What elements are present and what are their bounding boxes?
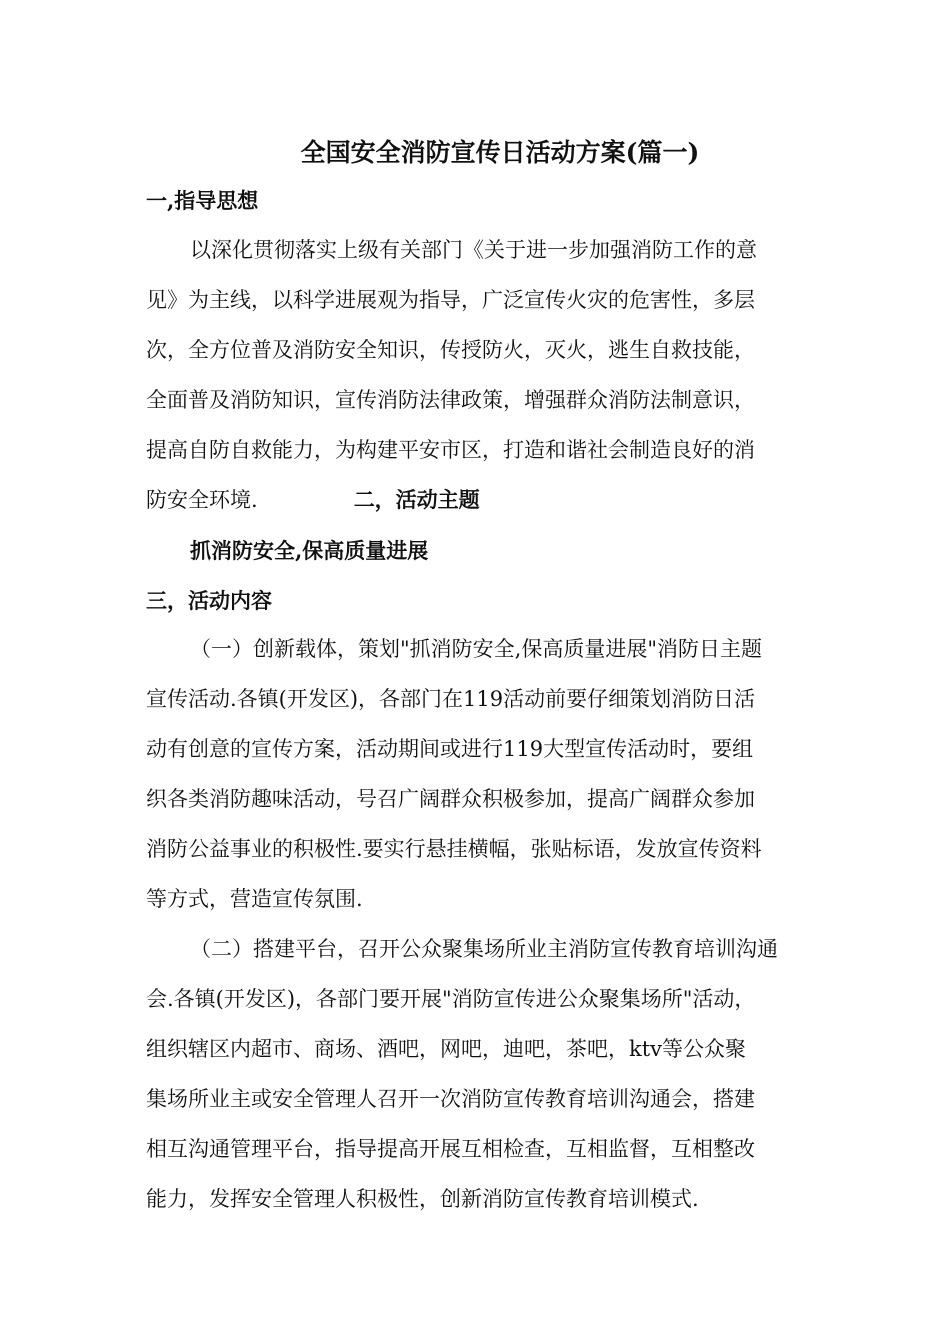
paragraph-line: 相互沟通管理平台，指导提高开展互相检查，互相监督，互相整改 [146, 1137, 755, 1161]
paragraph-line: （一）创新载体，策划"抓消防安全,保高质量进展"消防日主题 [190, 637, 762, 661]
paragraph-line: 集场所业主或安全管理人召开一次消防宣传教育培训沟通会，搭建 [146, 1087, 755, 1111]
paragraph-line: 见》为主线，以科学进展观为指导，广泛宣传火灾的危害性，多层 [146, 288, 755, 312]
section3-paragraph-1 [146, 624, 806, 924]
paragraph-line: 全面普及消防知识，宣传消防法律政策，增强群众消防法制意识， [146, 388, 755, 412]
section-heading-activity-content: 三，活动内容 [146, 588, 272, 613]
paragraph-line: 组织辖区内超市、商场、酒吧，网吧，迪吧，茶吧，ktv等公众聚 [146, 1037, 747, 1061]
paragraph-line: （二）搭建平台，召开公众聚集场所业主消防宣传教育培训沟通 [190, 937, 778, 961]
paragraph-line: 以深化贯彻落实上级有关部门《关于进一步加强消防工作的意 [190, 238, 757, 262]
document-title: 全国安全消防宣传日活动方案(篇一) [300, 138, 700, 167]
paragraph-line: 织各类消防趣味活动，号召广阔群众积极参加，提高广阔群众参加 [146, 787, 755, 811]
paragraph-line: 防安全环境. [146, 488, 258, 512]
paragraph-line: 宣传活动.各镇(开发区)，各部门在119活动前要仔细策划消防日活 [146, 687, 756, 711]
paragraph-line: 等方式，营造宣传氛围. [146, 887, 363, 911]
activity-theme-text: 抓消防安全,保高质量进展 [190, 538, 429, 563]
paragraph-line: 消防公益事业的积极性.要实行悬挂横幅，张贴标语，发放宣传资料 [146, 837, 762, 861]
paragraph-line: 提高自防自救能力，为构建平安市区，打造和谐社会制造良好的消 [146, 438, 755, 462]
section1-paragraph [146, 225, 806, 525]
paragraph-line: 次，全方位普及消防安全知识，传授防火，灭火，逃生自救技能， [146, 338, 755, 362]
section3-paragraph-2 [146, 924, 806, 1224]
paragraph-line-with-heading [146, 475, 806, 525]
paragraph-line: 动有创意的宣传方案，活动期间或进行119大型宣传活动时，要组 [146, 737, 754, 761]
paragraph-line: 会.各镇(开发区)，各部门要开展"消防宣传进公众聚集场所"活动， [146, 987, 756, 1011]
section-heading-activity-theme: 二，活动主题 [353, 487, 480, 512]
section-heading-guiding-ideology: 一,指导思想 [146, 188, 259, 213]
paragraph-line: 能力，发挥安全管理人积极性，创新消防宣传教育培训模式. [146, 1187, 699, 1211]
